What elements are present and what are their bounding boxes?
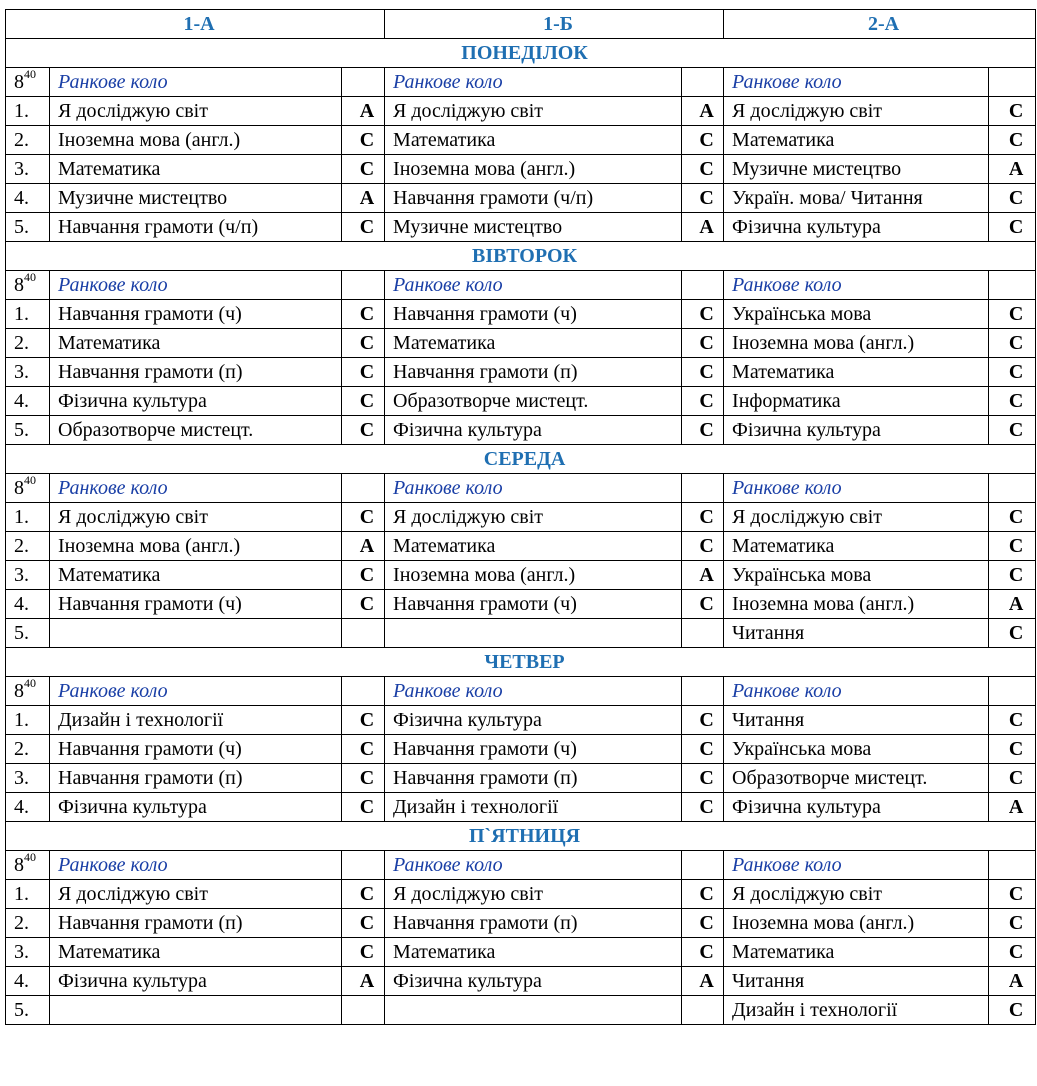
subject-cell: Українська мова [724, 300, 989, 329]
room-code-cell [682, 474, 724, 503]
subject-cell: Математика [724, 126, 989, 155]
room-code-cell: С [682, 706, 724, 735]
subject-cell: Читання [724, 706, 989, 735]
room-code-cell: С [342, 735, 385, 764]
subject-cell: Я досліджую світ [50, 503, 342, 532]
room-code-cell: А [682, 967, 724, 996]
room-code-cell: С [342, 329, 385, 358]
lesson-row [6, 329, 1036, 358]
room-code-cell [342, 996, 385, 1025]
subject-cell: Музичне мистецтво [385, 213, 682, 242]
lesson-row [6, 271, 1036, 300]
lesson-number [6, 503, 50, 532]
timetable [5, 9, 1036, 1025]
lesson-number-text: 4. [14, 390, 29, 412]
subject-cell: Навчання грамоти (п) [385, 909, 682, 938]
subject-cell: Українська мова [724, 561, 989, 590]
subject-cell: Навчання грамоти (ч) [50, 300, 342, 329]
lesson-number [6, 938, 50, 967]
lesson-number [6, 706, 50, 735]
lesson-number-text: 2. [14, 912, 29, 934]
room-code-cell: С [342, 880, 385, 909]
room-code-cell: С [342, 358, 385, 387]
room-code-cell: С [682, 764, 724, 793]
room-code-cell: С [342, 706, 385, 735]
lesson-row [6, 851, 1036, 880]
lesson-number-text: 3. [14, 158, 29, 180]
room-code-cell: С [682, 358, 724, 387]
subject-cell: Образотворче мистецт. [50, 416, 342, 445]
lesson-row [6, 68, 1036, 97]
room-code-cell: С [342, 416, 385, 445]
lesson-number-text: 4. [14, 796, 29, 818]
room-code-cell: А [682, 97, 724, 126]
lesson-number-text: 2. [14, 535, 29, 557]
day-name: ВІВТОРОК [6, 242, 1036, 271]
lesson-number-text: 1. [14, 883, 29, 905]
lesson-number-text: 8 [14, 680, 24, 702]
room-code-cell [342, 851, 385, 880]
room-code-cell: С [342, 387, 385, 416]
lesson-number [6, 97, 50, 126]
room-code-cell: С [342, 764, 385, 793]
subject-cell: Я досліджую світ [385, 880, 682, 909]
lesson-number-text: 8 [14, 477, 24, 499]
lesson-row [6, 387, 1036, 416]
room-code-cell [682, 851, 724, 880]
subject-cell: Ранкове коло [724, 851, 989, 880]
subject-cell: Іноземна мова (англ.) [385, 155, 682, 184]
room-code-cell: С [989, 561, 1036, 590]
lesson-number [6, 735, 50, 764]
room-code-cell: С [342, 213, 385, 242]
lesson-number-text: 1. [14, 303, 29, 325]
subject-cell: Я досліджую світ [724, 503, 989, 532]
lesson-row [6, 880, 1036, 909]
room-code-cell: С [989, 184, 1036, 213]
subject-cell: Українська мова [724, 735, 989, 764]
subject-cell: Математика [385, 329, 682, 358]
room-code-cell: С [682, 880, 724, 909]
lesson-number-text: 4. [14, 970, 29, 992]
lesson-number [6, 851, 50, 880]
lesson-number [6, 126, 50, 155]
day-name: ЧЕТВЕР [6, 648, 1036, 677]
room-code-cell [342, 619, 385, 648]
room-code-cell: С [342, 300, 385, 329]
room-code-cell [989, 851, 1036, 880]
subject-cell: Навчання грамоти (п) [385, 764, 682, 793]
day-header-row [6, 822, 1036, 851]
lesson-number [6, 387, 50, 416]
lesson-row [6, 793, 1036, 822]
lesson-number-text: 1. [14, 100, 29, 122]
lesson-row [6, 938, 1036, 967]
subject-cell: Дизайн і технології [385, 793, 682, 822]
room-code-cell: С [682, 387, 724, 416]
subject-cell: Фізична культура [385, 967, 682, 996]
lesson-number-text: 5. [14, 216, 29, 238]
subject-cell: Навчання грамоти (ч) [385, 590, 682, 619]
lesson-number [6, 561, 50, 590]
subject-cell: Ранкове коло [385, 851, 682, 880]
subject-cell: Ранкове коло [385, 271, 682, 300]
room-code-cell: А [682, 561, 724, 590]
subject-cell: Інформатика [724, 387, 989, 416]
room-code-cell: С [342, 909, 385, 938]
subject-cell: Музичне мистецтво [50, 184, 342, 213]
lesson-row [6, 735, 1036, 764]
lesson-number [6, 909, 50, 938]
subject-cell: Навчання грамоти (п) [50, 764, 342, 793]
subject-cell: Фізична культура [50, 967, 342, 996]
room-code-cell [342, 474, 385, 503]
lesson-number [6, 532, 50, 561]
room-code-cell: С [682, 416, 724, 445]
lesson-number-text: 3. [14, 941, 29, 963]
subject-cell: Я досліджую світ [385, 503, 682, 532]
room-code-cell: С [989, 938, 1036, 967]
subject-cell: Україн. мова/ Читання [724, 184, 989, 213]
subject-cell: Я досліджую світ [385, 97, 682, 126]
lesson-number [6, 996, 50, 1025]
subject-cell: Математика [50, 155, 342, 184]
room-code-cell: С [989, 735, 1036, 764]
lesson-row [6, 503, 1036, 532]
subject-cell: Фізична культура [385, 706, 682, 735]
lesson-time-minutes: 40 [24, 67, 36, 82]
room-code-cell [989, 68, 1036, 97]
subject-cell: Навчання грамоти (ч/п) [50, 213, 342, 242]
subject-cell: Іноземна мова (англ.) [724, 329, 989, 358]
lesson-number [6, 300, 50, 329]
lesson-row [6, 909, 1036, 938]
room-code-cell: С [342, 155, 385, 184]
subject-cell: Математика [385, 532, 682, 561]
lesson-number [6, 590, 50, 619]
subject-cell: Образотворче мистецт. [724, 764, 989, 793]
room-code-cell: А [342, 97, 385, 126]
room-code-cell: А [989, 155, 1036, 184]
lesson-number-text: 5. [14, 622, 29, 644]
lesson-time-minutes: 40 [24, 850, 36, 865]
room-code-cell: С [989, 619, 1036, 648]
day-name: СЕРЕДА [6, 445, 1036, 474]
lesson-number [6, 271, 50, 300]
subject-cell: Математика [724, 938, 989, 967]
room-code-cell: С [342, 590, 385, 619]
lesson-row [6, 97, 1036, 126]
subject-cell: Я досліджую світ [50, 880, 342, 909]
room-code-cell [989, 677, 1036, 706]
room-code-cell: С [989, 358, 1036, 387]
subject-cell: Я досліджую світ [724, 880, 989, 909]
subject-cell: Фізична культура [50, 793, 342, 822]
lesson-row [6, 996, 1036, 1025]
lesson-row [6, 619, 1036, 648]
lesson-row [6, 561, 1036, 590]
room-code-cell: А [989, 590, 1036, 619]
subject-cell: Ранкове коло [724, 677, 989, 706]
lesson-row [6, 590, 1036, 619]
room-code-cell: А [989, 967, 1036, 996]
subject-cell: Математика [385, 938, 682, 967]
class-header-row [6, 10, 1036, 39]
room-code-cell [989, 474, 1036, 503]
room-code-cell: А [989, 793, 1036, 822]
day-header-row [6, 39, 1036, 68]
subject-cell: Читання [724, 619, 989, 648]
lesson-number-text: 4. [14, 187, 29, 209]
subject-cell: Навчання грамоти (ч/п) [385, 184, 682, 213]
room-code-cell: С [682, 735, 724, 764]
room-code-cell: С [989, 909, 1036, 938]
subject-cell: Я досліджую світ [724, 97, 989, 126]
room-code-cell: С [682, 938, 724, 967]
subject-cell: Ранкове коло [50, 851, 342, 880]
subject-cell [50, 619, 342, 648]
subject-cell: Дизайн і технології [50, 706, 342, 735]
class-header-1b: 1-Б [385, 10, 724, 39]
subject-cell: Фізична культура [724, 213, 989, 242]
room-code-cell: С [989, 329, 1036, 358]
lesson-number-text: 8 [14, 274, 24, 296]
lesson-number-text: 1. [14, 506, 29, 528]
room-code-cell: С [682, 532, 724, 561]
subject-cell: Образотворче мистецт. [385, 387, 682, 416]
subject-cell: Ранкове коло [724, 271, 989, 300]
room-code-cell [682, 68, 724, 97]
room-code-cell: С [342, 126, 385, 155]
subject-cell: Ранкове коло [385, 474, 682, 503]
lesson-row [6, 706, 1036, 735]
class-header-2a: 2-А [724, 10, 1036, 39]
subject-cell: Математика [724, 532, 989, 561]
subject-cell: Математика [50, 561, 342, 590]
day-name: ПОНЕДІЛОК [6, 39, 1036, 68]
lesson-number [6, 213, 50, 242]
subject-cell: Навчання грамоти (п) [385, 358, 682, 387]
day-name: П`ЯТНИЦЯ [6, 822, 1036, 851]
lesson-number-text: 3. [14, 767, 29, 789]
lesson-number [6, 880, 50, 909]
day-header-row [6, 242, 1036, 271]
room-code-cell: С [342, 938, 385, 967]
subject-cell: Математика [50, 938, 342, 967]
room-code-cell: С [682, 155, 724, 184]
subject-cell: Фізична культура [50, 387, 342, 416]
subject-cell: Навчання грамоти (ч) [50, 735, 342, 764]
subject-cell: Іноземна мова (англ.) [724, 909, 989, 938]
lesson-number [6, 474, 50, 503]
subject-cell: Іноземна мова (англ.) [724, 590, 989, 619]
room-code-cell [989, 271, 1036, 300]
lesson-number [6, 416, 50, 445]
room-code-cell [682, 271, 724, 300]
subject-cell: Іноземна мова (англ.) [385, 561, 682, 590]
room-code-cell: С [682, 184, 724, 213]
lesson-row [6, 677, 1036, 706]
room-code-cell: А [682, 213, 724, 242]
room-code-cell: С [989, 387, 1036, 416]
subject-cell: Фізична культура [724, 793, 989, 822]
room-code-cell: С [989, 97, 1036, 126]
room-code-cell: С [682, 126, 724, 155]
subject-cell: Фізична культура [385, 416, 682, 445]
room-code-cell: С [682, 503, 724, 532]
lesson-row [6, 967, 1036, 996]
lesson-time-minutes: 40 [24, 473, 36, 488]
subject-cell: Ранкове коло [50, 271, 342, 300]
lesson-number-text: 2. [14, 738, 29, 760]
lesson-number [6, 155, 50, 184]
subject-cell: Ранкове коло [724, 68, 989, 97]
subject-cell: Ранкове коло [50, 68, 342, 97]
lesson-number-text: 2. [14, 129, 29, 151]
room-code-cell: С [989, 764, 1036, 793]
subject-cell: Ранкове коло [724, 474, 989, 503]
lesson-number-text: 2. [14, 332, 29, 354]
room-code-cell: С [342, 561, 385, 590]
lesson-number-text: 3. [14, 564, 29, 586]
room-code-cell: С [682, 300, 724, 329]
lesson-number-text: 5. [14, 999, 29, 1021]
room-code-cell: С [342, 503, 385, 532]
room-code-cell: С [682, 909, 724, 938]
room-code-cell: С [989, 880, 1036, 909]
room-code-cell: С [989, 213, 1036, 242]
room-code-cell: С [989, 416, 1036, 445]
room-code-cell [342, 68, 385, 97]
lesson-number [6, 619, 50, 648]
lesson-row [6, 764, 1036, 793]
subject-cell: Навчання грамоти (п) [50, 358, 342, 387]
subject-cell: Навчання грамоти (ч) [50, 590, 342, 619]
room-code-cell [682, 996, 724, 1025]
subject-cell: Іноземна мова (англ.) [50, 532, 342, 561]
room-code-cell [342, 271, 385, 300]
subject-cell: Ранкове коло [385, 68, 682, 97]
lesson-number [6, 358, 50, 387]
room-code-cell: С [682, 590, 724, 619]
room-code-cell: С [682, 329, 724, 358]
subject-cell: Фізична культура [724, 416, 989, 445]
lesson-number-text: 8 [14, 71, 24, 93]
room-code-cell: С [989, 996, 1036, 1025]
room-code-cell: С [342, 793, 385, 822]
lesson-row [6, 474, 1036, 503]
subject-cell: Ранкове коло [50, 474, 342, 503]
room-code-cell: С [989, 503, 1036, 532]
room-code-cell: С [989, 706, 1036, 735]
subject-cell: Дизайн і технології [724, 996, 989, 1025]
lesson-number-text: 4. [14, 593, 29, 615]
subject-cell: Ранкове коло [50, 677, 342, 706]
lesson-row [6, 184, 1036, 213]
lesson-number-text: 8 [14, 854, 24, 876]
lesson-row [6, 358, 1036, 387]
subject-cell: Читання [724, 967, 989, 996]
lesson-time-minutes: 40 [24, 676, 36, 691]
subject-cell: Математика [50, 329, 342, 358]
subject-cell [50, 996, 342, 1025]
room-code-cell: А [342, 184, 385, 213]
subject-cell: Ранкове коло [385, 677, 682, 706]
lesson-number [6, 677, 50, 706]
room-code-cell: С [989, 300, 1036, 329]
lesson-row [6, 416, 1036, 445]
subject-cell: Математика [724, 358, 989, 387]
room-code-cell: С [989, 532, 1036, 561]
subject-cell [385, 619, 682, 648]
subject-cell: Навчання грамоти (ч) [385, 300, 682, 329]
subject-cell: Навчання грамоти (п) [50, 909, 342, 938]
room-code-cell [682, 677, 724, 706]
room-code-cell: А [342, 532, 385, 561]
lesson-number [6, 329, 50, 358]
subject-cell: Музичне мистецтво [724, 155, 989, 184]
lesson-row [6, 300, 1036, 329]
class-header-1a: 1-А [6, 10, 385, 39]
lesson-number [6, 184, 50, 213]
lesson-number [6, 967, 50, 996]
subject-cell: Навчання грамоти (ч) [385, 735, 682, 764]
lesson-number [6, 68, 50, 97]
subject-cell: Іноземна мова (англ.) [50, 126, 342, 155]
lesson-row [6, 126, 1036, 155]
room-code-cell [342, 677, 385, 706]
subject-cell [385, 996, 682, 1025]
room-code-cell: С [989, 126, 1036, 155]
day-header-row [6, 445, 1036, 474]
lesson-row [6, 532, 1036, 561]
lesson-time-minutes: 40 [24, 270, 36, 285]
lesson-row [6, 213, 1036, 242]
subject-cell: Математика [385, 126, 682, 155]
subject-cell: Я досліджую світ [50, 97, 342, 126]
room-code-cell: А [342, 967, 385, 996]
lesson-number-text: 1. [14, 709, 29, 731]
lesson-number [6, 764, 50, 793]
lesson-row [6, 155, 1036, 184]
room-code-cell: С [682, 793, 724, 822]
lesson-number [6, 793, 50, 822]
lesson-number-text: 3. [14, 361, 29, 383]
room-code-cell [682, 619, 724, 648]
lesson-number-text: 5. [14, 419, 29, 441]
day-header-row [6, 648, 1036, 677]
